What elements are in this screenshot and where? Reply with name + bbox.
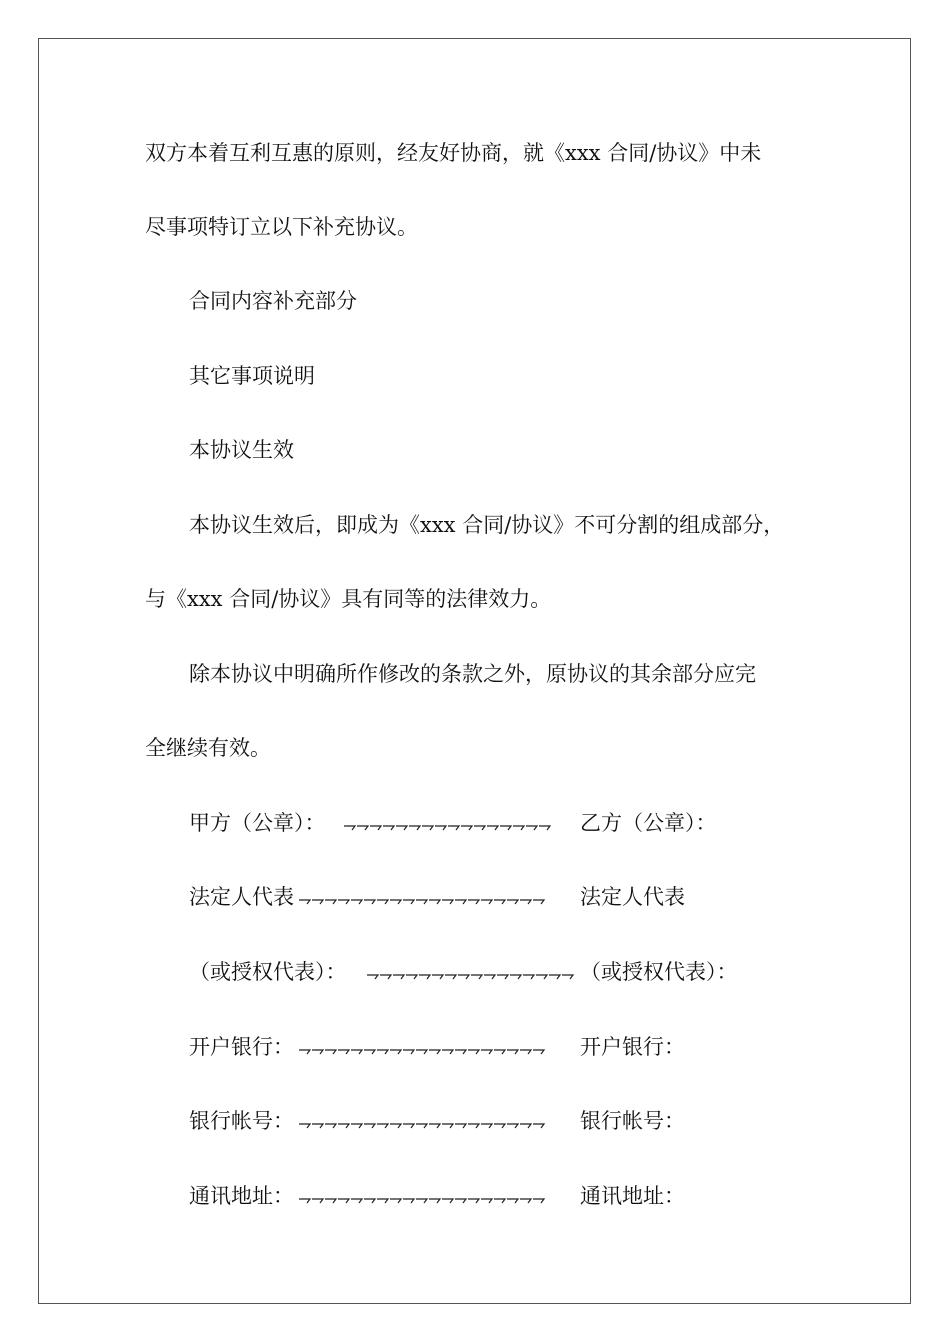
paragraph-line: 双方本着互利互惠的原则，经友好协商，就《xxx 合同/协议》中未 <box>145 141 762 165</box>
section-heading: 合同内容补充部分 <box>189 289 357 313</box>
fill-in-blank-line <box>344 809 556 837</box>
paragraph-line: 本协议生效后，即成为《xxx 合同/协议》不可分割的组成部分， <box>189 513 785 537</box>
party-b-account-label: 银行帐号： <box>580 1109 685 1133</box>
party-b-authorized-label: （或授权代表）： <box>580 960 738 984</box>
fill-in-blank-line <box>299 1107 557 1135</box>
fill-in-blank-line <box>299 883 557 911</box>
paragraph-line: 与《xxx 合同/协议》具有同等的法律效力。 <box>145 587 552 611</box>
party-b-representative-label: 法定人代表 <box>580 885 685 909</box>
fill-in-blank-line <box>299 1182 557 1210</box>
section-heading: 其它事项说明 <box>189 364 315 388</box>
party-b-bank-label: 开户银行： <box>580 1035 685 1059</box>
party-b-address-label: 通讯地址： <box>580 1184 685 1208</box>
party-a-seal-label: 甲方（公章）： <box>189 811 326 835</box>
fill-in-blank-line <box>299 1033 557 1061</box>
party-a-address-label: 通讯地址： <box>189 1184 294 1208</box>
party-a-account-label: 银行帐号： <box>189 1109 294 1133</box>
paragraph-line: 尽事项特订立以下补充协议。 <box>145 215 418 239</box>
party-a-authorized-label: （或授权代表）： <box>189 960 347 984</box>
party-a-representative-label: 法定人代表 <box>189 885 294 909</box>
fill-in-blank-line <box>367 958 579 986</box>
paragraph-line: 全继续有效。 <box>145 736 271 760</box>
party-a-bank-label: 开户银行： <box>189 1035 294 1059</box>
paragraph-line: 除本协议中明确所作修改的条款之外，原协议的其余部分应完 <box>189 662 756 686</box>
section-heading: 本协议生效 <box>189 438 294 462</box>
party-b-seal-label: 乙方（公章）： <box>580 811 717 835</box>
